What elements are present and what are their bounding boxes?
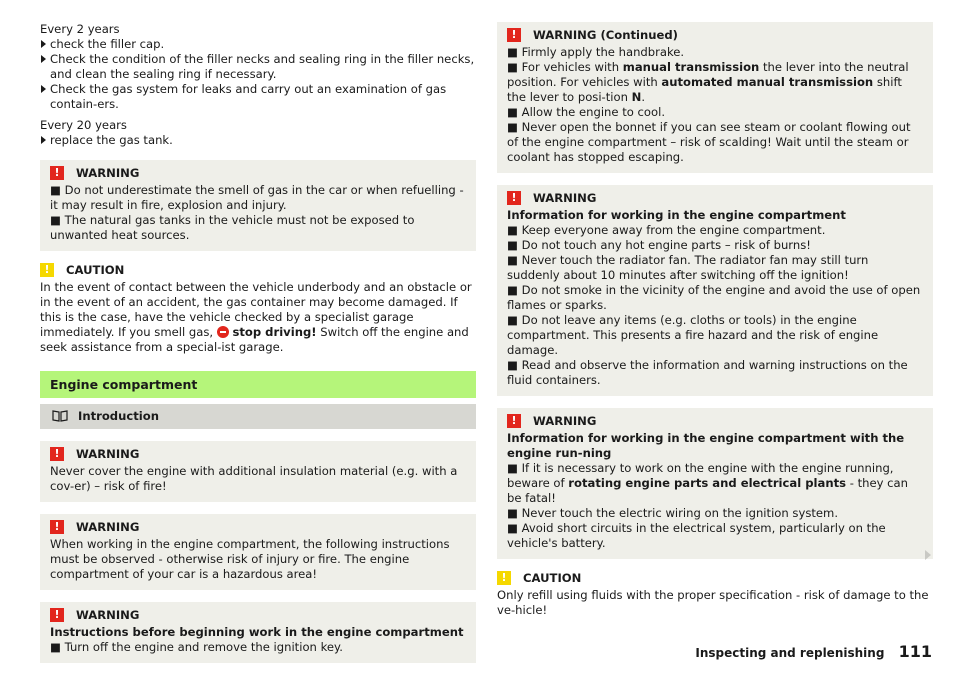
warning-line: ■ Avoid short circuits in the electrical system, particularly on the vehicle's battery. (507, 521, 886, 550)
warning-box-gas-smell (40, 160, 476, 251)
warning-title: WARNING (76, 447, 140, 461)
warning-line: ■ For vehicles with manual transmission the lever into the neutral position. For vehicles with automated manual transmission shift the lever to posi-tion N. (507, 60, 909, 104)
caution-title: CAUTION (523, 571, 582, 585)
interval-2-years: Every 2 years (40, 22, 120, 36)
warning-subtitle: Information for working in the engine compartment with the engine run-ning (507, 431, 905, 460)
warning-subtitle: Instructions before beginning work in the engine compartment (50, 625, 464, 639)
warning-line: ■ Do not underestimate the smell of gas in the car or when refuelling - it may result in fire, explosion and injury. (50, 183, 464, 212)
right-column (497, 22, 933, 618)
warning-icon: ! (507, 28, 521, 42)
list-item: check the filler cap. (40, 37, 476, 52)
caution-text: Only refill using fluids with the proper specification - risk of damage to the ve-hicle! (497, 588, 929, 617)
caution-title: CAUTION (66, 263, 125, 277)
warning-line: ■ Keep everyone away from the engine compartment. (507, 223, 826, 237)
warning-title: WARNING (76, 166, 140, 180)
list-item: replace the gas tank. (40, 133, 476, 148)
warning-line: ■ Do not smoke in the vicinity of the engine and avoid the use of open flames or sparks. (507, 283, 921, 312)
warning-text: When working in the engine compartment, the following instructions must be observed - otherwise risk of injury or fire. The engine compartment of your car is a hazardous area! (50, 537, 450, 581)
caution-text: In the event of contact between the vehicle underbody and an obstacle or in the event of an accident, the gas container may become damaged. If this is the case, have the vehicle checked by a specialist garage immediately. If you smell gas, stop driving! Switch off the engine and seek assistance from a special-ist garage. (40, 280, 472, 354)
warning-line: ■ Turn off the engine and remove the ignition key. (50, 640, 343, 654)
caution-block-underbody (40, 263, 476, 355)
caution-icon: ! (497, 571, 511, 585)
warning-icon: ! (50, 608, 64, 622)
warning-title: WARNING (533, 414, 597, 428)
warning-line: ■ Read and observe the information and warning instructions on the fluid containers. (507, 358, 908, 387)
warning-line: ■ Never open the bonnet if you can see steam or coolant flowing out of the engine compartment – risk of scalding! Wait until the steam or coolant has stopped escaping. (507, 120, 911, 164)
list-item: Check the gas system for leaks and carry out an examination of gas contain-ers. (40, 82, 476, 112)
warning-box-insulation (40, 441, 476, 502)
warning-icon: ! (50, 447, 64, 461)
caution-icon: ! (40, 263, 54, 277)
subsection-heading-introduction: Introduction (40, 404, 476, 429)
warning-text: Never cover the engine with additional insulation material (e.g. with a cov-er) – risk of fire! (50, 464, 458, 493)
list-item: Check the condition of the filler necks and sealing ring in the filler necks, and clean the sealing ring if necessary. (40, 52, 476, 82)
warning-title: WARNING (Continued) (533, 28, 678, 42)
warning-line: ■ Allow the engine to cool. (507, 105, 666, 119)
warning-line: ■ Do not leave any items (e.g. cloths or tools) in the engine compartment. This presents a fire hazard and the risk of engine damage. (507, 313, 879, 357)
page-footer (695, 644, 932, 661)
warning-line: ■ If it is necessary to work on the engine with the engine running, beware of rotating engine parts and electrical plants - they can be fatal! (507, 461, 908, 505)
warning-box-continued (497, 22, 933, 173)
book-icon (52, 410, 68, 422)
page-number: 111 (898, 642, 932, 661)
warning-line: ■ Do not touch any hot engine parts – risk of burns! (507, 238, 811, 252)
warning-subtitle: Information for working in the engine compartment (507, 208, 846, 222)
left-column (40, 22, 476, 663)
caution-block-fluids (497, 571, 933, 618)
footer-section-title: Inspecting and replenishing (695, 646, 885, 660)
warning-icon: ! (507, 191, 521, 205)
warning-line: ■ The natural gas tanks in the vehicle must not be exposed to unwanted heat sources. (50, 213, 415, 242)
warning-icon: ! (50, 166, 64, 180)
warning-box-engine-compartment-info (497, 185, 933, 396)
stop-icon (217, 326, 229, 338)
warning-line: ■ Never touch the electric wiring on the ignition system. (507, 506, 839, 520)
continue-arrow-icon (925, 550, 931, 560)
warning-box-hazardous-area (40, 514, 476, 590)
warning-box-engine-running (497, 408, 933, 559)
warning-line: ■ Never touch the radiator fan. The radiator fan may still turn suddenly about 10 minutes after switching off the ignition! (507, 253, 869, 282)
interval-20-years: Every 20 years (40, 118, 127, 132)
warning-icon: ! (50, 520, 64, 534)
warning-icon: ! (507, 414, 521, 428)
warning-title: WARNING (76, 520, 140, 534)
warning-title: WARNING (76, 608, 140, 622)
warning-box-before-work (40, 602, 476, 663)
warning-title: WARNING (533, 191, 597, 205)
section-heading-engine-compartment: Engine compartment (40, 371, 476, 398)
warning-line: ■ Firmly apply the handbrake. (507, 45, 685, 59)
